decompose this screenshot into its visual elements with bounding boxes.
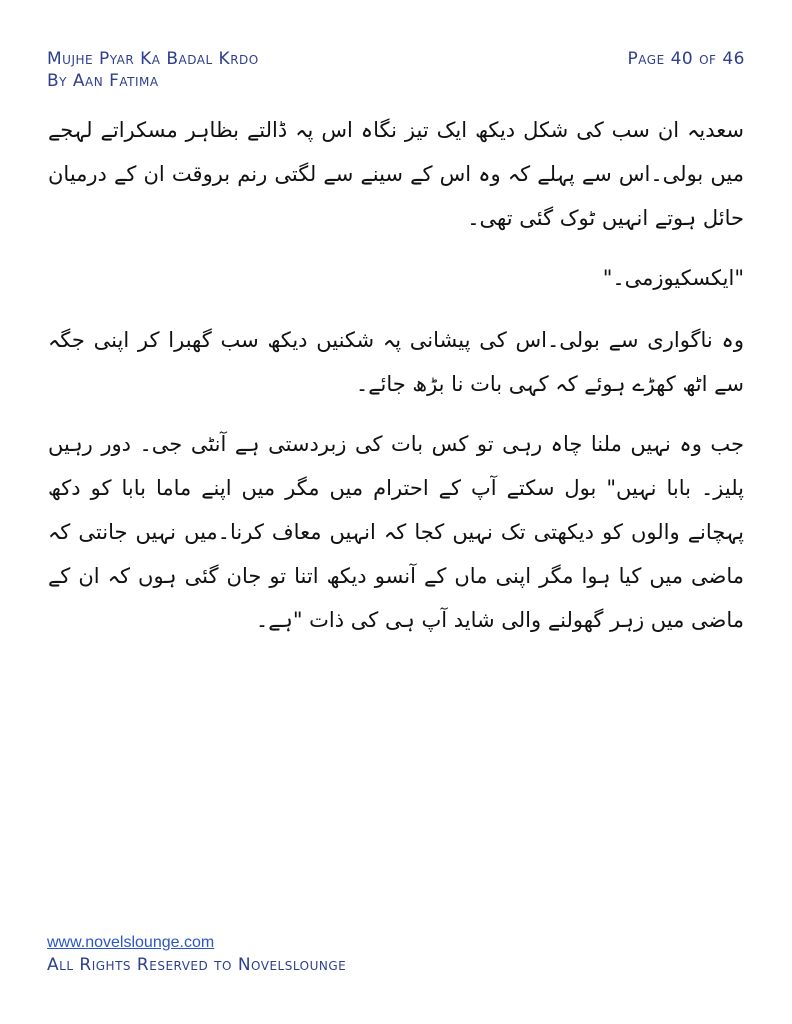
document-footer xyxy=(47,932,346,976)
paragraph-1: سعدیہ ان سب کی شکل دیکھ ایک تیز نگاہ اس پہ ڈالتے بظاہر مسکراتے لہجے میں بولی۔اس سے پہلے کہ وہ اس کے سینے سے لگتی رنم بروقت ان کے درمیان حائل ہوتے انہیں ٹوک گئی تھی۔ xyxy=(48,118,744,230)
author-name: By Aan Fatima xyxy=(47,71,159,91)
paragraph-3: وہ ناگواری سے بولی۔اس کی پیشانی پہ شکنیں دیکھ سب گھبرا کر اپنی جگہ سے اٹھ کھڑے ہوئے کہ کہی بات نا بڑھ جائے۔ xyxy=(48,328,744,396)
story-body xyxy=(48,108,744,658)
rights-notice: All Rights Reserved to Novelslounge xyxy=(47,955,347,975)
website-link[interactable]: www.novelslounge.com xyxy=(47,934,215,951)
novel-title: Mujhe Pyar Ka Badal Krdo xyxy=(47,49,259,69)
page-number: Page 40 of 46 xyxy=(627,49,745,69)
paragraph-4: جب وہ نہیں ملنا چاہ رہی تو کس بات کی زبردستی ہے آنٹی جی۔ دور رہیں پلیز۔ بابا نہیں" بول سکتے آپ کے احترام میں مگر میں اپنے ماما بابا کو دکھ پہچانے والوں کو دیکھتی تک نہیں کجا کہ انہیں معاف کرنا۔میں نہیں جانتی کہ ماضی میں کیا ہوا مگر اپنی ماں کے آنسو دیکھ اتنا تو جان گئی ہوں کہ ان کے ماضی میں زہر گھولنے والی شاید آپ ہی کی ذات "ہے۔ xyxy=(48,432,744,632)
document-header xyxy=(47,48,259,92)
paragraph-2: "ایکسکیوزمی۔" xyxy=(602,266,744,290)
page-number-block xyxy=(628,48,745,70)
